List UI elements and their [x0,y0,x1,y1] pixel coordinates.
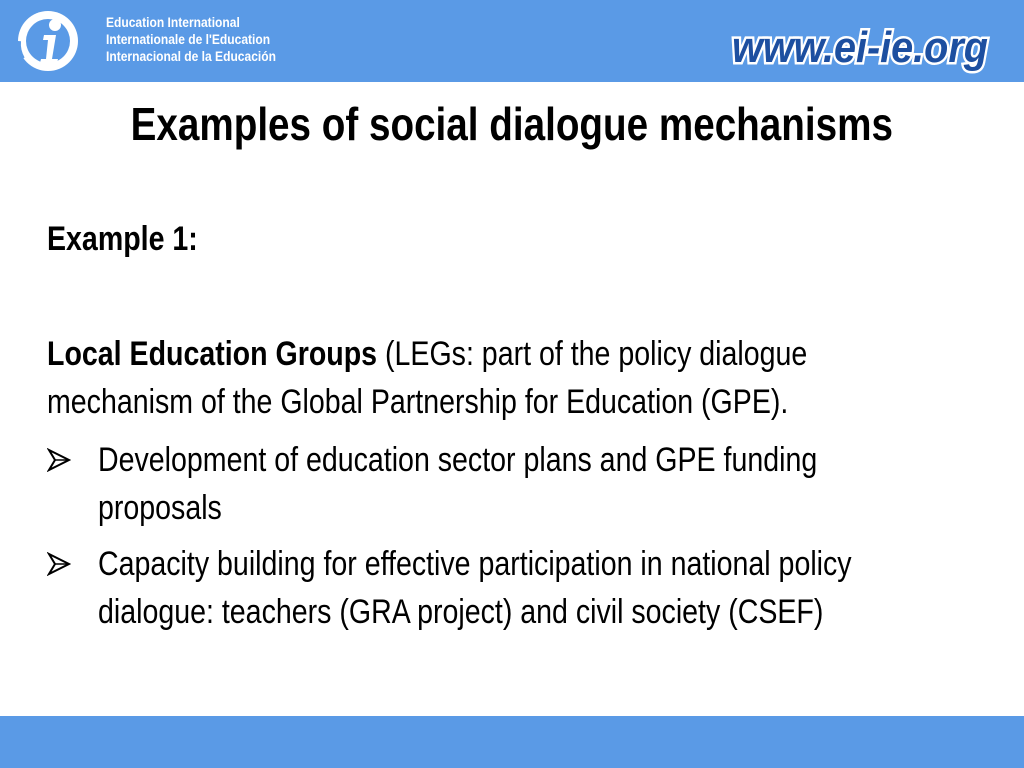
org-name-french: Internationale de l'Education [106,31,271,47]
ei-logo-icon [14,5,82,75]
bullet-list [47,436,1007,644]
intro-line-2: mechanism of the Global Partnership for Education (GPE). [47,383,789,421]
org-name-english: Education International [106,14,240,30]
arrow-bullet-icon [47,552,71,576]
arrow-bullet-icon [47,448,71,472]
org-name-spanish: Internacional de la Educación [106,48,276,64]
example-heading [47,216,1007,262]
website-text: www.ei-ie.org [732,22,988,72]
website-url[interactable] [710,18,1010,76]
bullet-2-line-1: Capacity building for effective participation in national policy [98,545,852,583]
header-bar [0,0,1024,82]
organization-names [106,14,276,65]
slide-title-text: Examples of social dialogue mechanisms [130,98,894,150]
intro-paragraph [47,330,952,426]
intro-line-1 [47,330,807,378]
example-heading-text: Example 1: [47,220,198,258]
intro-line-1-rest: (LEGs: part of the policy dialogue [377,335,808,373]
bullet-2-line-2: dialogue: teachers (GRA project) and civil society (CSEF) [98,593,824,631]
intro-bold-lead: Local Education Groups [47,335,378,373]
slide-title [0,96,1024,152]
bullet-1-line-1: Development of education sector plans and GPE funding [98,441,818,479]
bullet-item [47,436,1007,532]
bullet-item [47,540,1007,636]
slide-content [47,216,1007,631]
bullet-1-line-2: proposals [98,489,222,527]
footer-bar [0,716,1024,768]
